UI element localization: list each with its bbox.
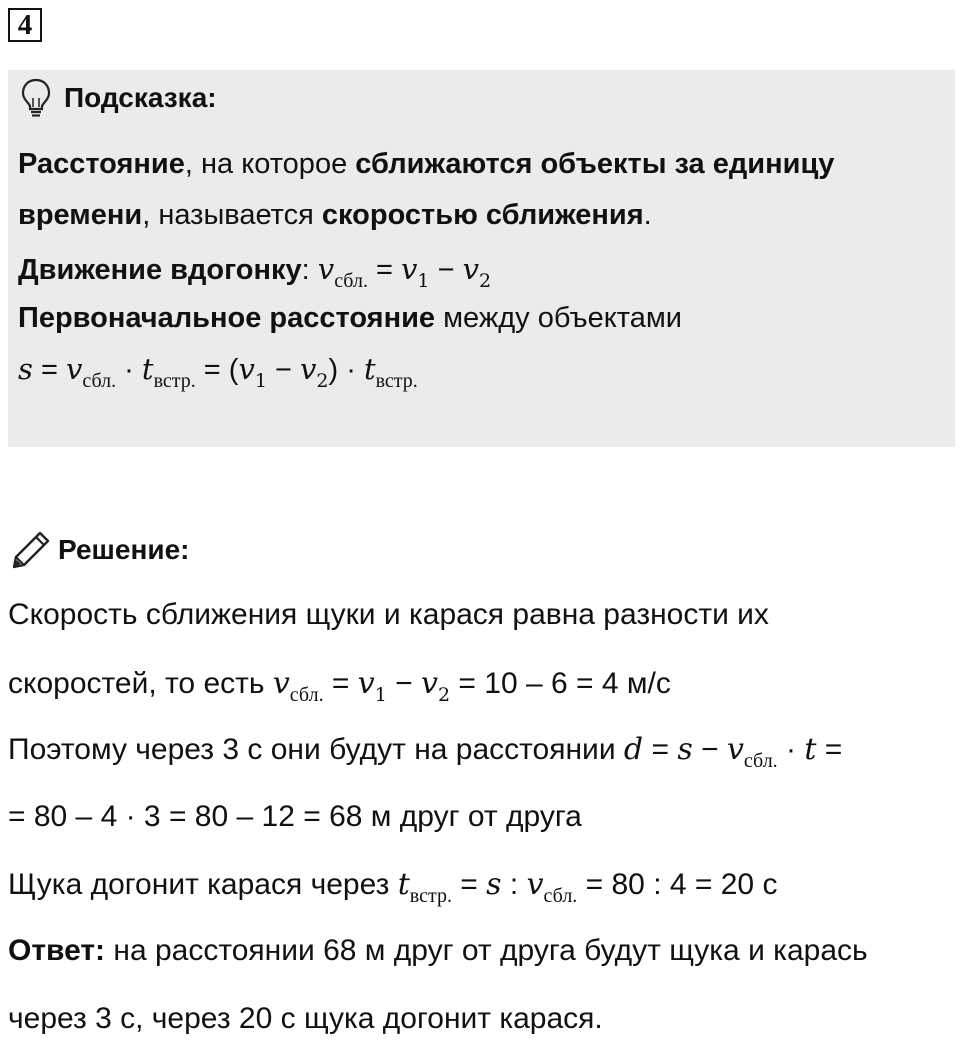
- hint-line-5: [18, 352, 418, 392]
- op: =: [32, 354, 66, 386]
- solution-line-1: Скорость сближения щуки и карася равна разности их: [8, 598, 769, 631]
- solution-title: Решение:: [58, 534, 190, 565]
- hint-line-1: [18, 148, 834, 181]
- op: −: [692, 733, 727, 766]
- hint-header: [20, 78, 217, 118]
- hint-text: .: [643, 199, 652, 231]
- sub-vstr: встр.: [153, 370, 196, 392]
- solution-line-3: [8, 732, 843, 772]
- sub-sbl: сбл.: [743, 750, 778, 772]
- term-time: времени: [18, 199, 143, 231]
- hint-text: :: [301, 254, 318, 286]
- solution-text: скоростей, то есть: [8, 667, 273, 700]
- op: :: [501, 868, 527, 901]
- op: −: [266, 354, 301, 386]
- term-distance: Расстояние: [18, 148, 185, 180]
- solution-text: Щука догонит карася через: [8, 868, 398, 901]
- solution-text: = 10 – 6 = 4 м/с: [450, 667, 671, 700]
- var-v: v: [317, 252, 335, 286]
- sub-sbl: сбл.: [334, 270, 368, 292]
- op: −: [429, 254, 463, 286]
- var-d: d: [623, 732, 644, 767]
- term-approach: сближаются объекты за единицу: [355, 148, 835, 180]
- term-chase: Движение вдогонку: [18, 254, 302, 286]
- var-v: v: [300, 352, 317, 386]
- var-v: v: [526, 867, 544, 902]
- var-t: t: [141, 352, 154, 386]
- solution-text: = 80 : 4 = 20 с: [577, 868, 778, 901]
- pencil-icon: [10, 529, 52, 571]
- solution-text: Поэтому через 3 с они будут на расстоянии: [8, 733, 624, 766]
- answer-label: Ответ:: [8, 934, 106, 967]
- sub-1: 1: [254, 370, 267, 392]
- task-number: 4: [8, 8, 42, 42]
- op: =: [367, 254, 402, 286]
- sub-vstr: встр.: [409, 885, 452, 907]
- term-approach-speed: скоростью сближения: [321, 199, 644, 231]
- var-s: s: [486, 867, 502, 902]
- solution-line-5: [8, 867, 778, 907]
- var-s: s: [18, 352, 33, 386]
- var-v: v: [272, 666, 290, 701]
- hint-text: , называется: [142, 199, 322, 231]
- sub-1: 1: [374, 684, 387, 706]
- op: =: [451, 868, 487, 901]
- hint-line-4: [18, 302, 682, 335]
- op: =: [643, 733, 678, 766]
- hint-text: между объектами: [435, 302, 682, 334]
- var-t: t: [397, 867, 410, 902]
- op: ·: [116, 354, 142, 386]
- op: =: [816, 733, 843, 766]
- sub-sbl: сбл.: [289, 684, 324, 706]
- var-t: t: [804, 732, 817, 767]
- answer-text: на расстоянии 68 м друг от друга будут щука и карась: [105, 934, 868, 967]
- answer-line: [8, 934, 868, 968]
- op: ) ·: [328, 354, 364, 386]
- lightbulb-icon: [20, 78, 52, 118]
- op: =: [323, 667, 358, 700]
- var-v: v: [462, 252, 479, 286]
- var-s: s: [677, 732, 693, 767]
- sub-sbl: сбл.: [543, 885, 578, 907]
- op: ·: [777, 733, 805, 766]
- var-v: v: [401, 252, 418, 286]
- solution-line-4: = 80 – 4 · 3 = 80 – 12 = 68 м друг от друга: [8, 800, 582, 833]
- hint-title: Подсказка:: [64, 82, 217, 113]
- answer-line-2: через 3 с, через 20 с щука догонит карася.: [8, 1002, 603, 1035]
- var-v: v: [65, 352, 83, 386]
- sub-vstr: встр.: [375, 370, 418, 392]
- var-v: v: [238, 352, 255, 386]
- sub-1: 1: [417, 270, 430, 292]
- sub-2: 2: [316, 370, 329, 392]
- solution-header: [10, 530, 189, 570]
- sub-2: 2: [437, 684, 451, 706]
- var-v: v: [357, 666, 375, 701]
- hint-line-2: [18, 199, 652, 232]
- term-initial-distance: Первоначальное расстояние: [18, 302, 436, 334]
- sub-sbl: сбл.: [82, 370, 117, 392]
- hint-text: , на которое: [184, 148, 356, 180]
- var-t: t: [363, 352, 376, 386]
- sub-2: 2: [478, 270, 492, 292]
- op: −: [386, 667, 422, 700]
- hint-line-3: [18, 252, 492, 292]
- solution-line-2: [8, 666, 671, 706]
- op: = (: [195, 354, 239, 386]
- var-v: v: [726, 732, 744, 767]
- var-v: v: [421, 666, 438, 701]
